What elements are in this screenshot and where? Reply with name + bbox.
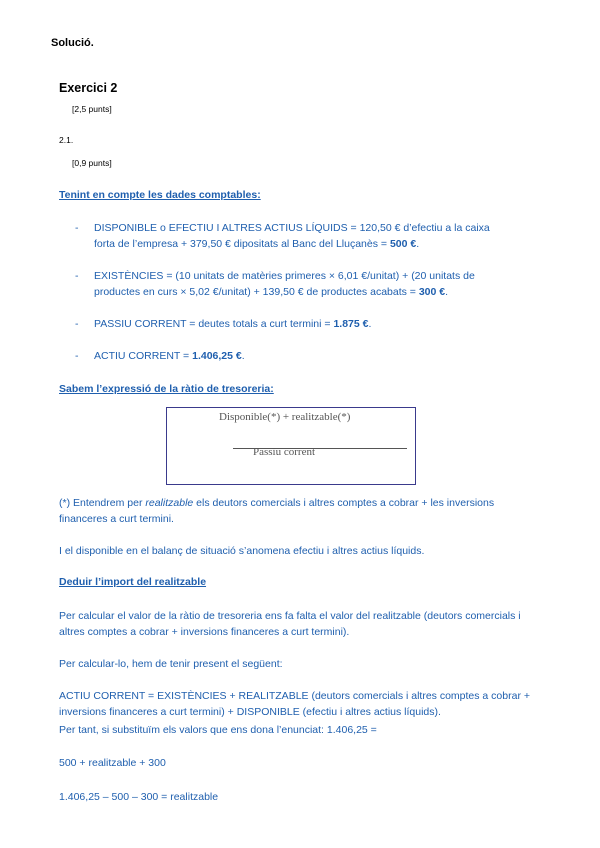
bullet-dash: - (75, 350, 79, 362)
item-disponible (94, 220, 490, 252)
formula-box (166, 407, 416, 485)
item-existencies-line2: productes en curs × 5,02 €/unitat) + 139,50 € de productes acabats = 300 €. (94, 286, 449, 298)
paragraph-formula-line2: inversions financeres a curt termini) + DISPONIBLE (efectiu i altres actius líquids). (59, 706, 441, 718)
heading-treasury-ratio: Sabem l’expressió de la ràtio de tresoreria: (59, 383, 274, 395)
item-disponible-line1: DISPONIBLE o EFECTIU I ALTRES ACTIUS LÍQUIDS = 120,50 € d’efectiu a la caixa (94, 222, 490, 234)
page-title: Solució. (51, 37, 94, 49)
heading-accounting-data: Tenint en compte les dades comptables: (59, 189, 261, 201)
paragraph-disponible: I el disponible en el balanç de situació s’anomena efectiu i altres actius líquids. (59, 545, 425, 557)
formula-denominator: Passiu corrent (253, 446, 316, 458)
note-realitzable (59, 495, 494, 527)
paragraph-calcular-line2: altres comptes a cobrar + inversions financeres a curt termini). (59, 626, 350, 638)
item-passiu-corrent: PASSIU CORRENT = deutes totals a curt termini = 1.875 €. (94, 318, 372, 330)
paragraph-formula-line1: ACTIU CORRENT = EXISTÈNCIES + REALITZABLE (deutors comercials i altres comptes a cobrar + (59, 690, 530, 702)
formula-numerator: Disponible(*) + realitzable(*) (219, 411, 351, 423)
paragraph-calcular-line1: Per calcular el valor de la ràtio de tresoreria ens fa falta el valor del realitzable (deutors comercials i (59, 610, 521, 622)
item-actiu-corrent: ACTIU CORRENT = 1.406,25 €. (94, 350, 245, 362)
paragraph-calcular (59, 608, 521, 640)
equation-1: 500 + realitzable + 300 (59, 757, 166, 769)
paragraph-present: Per calcular-lo, hem de tenir present el següent: (59, 658, 283, 670)
bullet-dash: - (75, 222, 79, 234)
item-existencies (94, 268, 475, 300)
bullet-dash: - (75, 270, 79, 282)
item-disponible-line2: forta de l’empresa + 379,50 € dipositats al Banc del Lluçanès = 500 €. (94, 238, 420, 250)
paragraph-substituim: Per tant, si substituïm els valors que ens dona l’enunciat: 1.406,25 = (59, 724, 377, 736)
note-line1: (*) Entendrem per realitzable els deutors comercials i altres comptes a cobrar + les inversions (59, 497, 495, 509)
bullet-dash: - (75, 318, 79, 330)
paragraph-formula (59, 688, 530, 720)
section-number: 2.1. (59, 135, 74, 145)
item-existencies-line1: EXISTÈNCIES = (10 unitats de matèries primeres × 6,01 €/unitat) + (20 unitats de (94, 270, 475, 282)
equation-2: 1.406,25 – 500 – 300 = realitzable (59, 791, 219, 803)
heading-deduce-realitzable: Deduir l’import del realitzable (59, 576, 207, 588)
exercise-title: Exercici 2 (59, 81, 118, 95)
section-points: [0,9 punts] (72, 158, 112, 168)
note-line2: financeres a curt termini. (59, 513, 174, 525)
exercise-points: [2,5 punts] (72, 104, 112, 114)
